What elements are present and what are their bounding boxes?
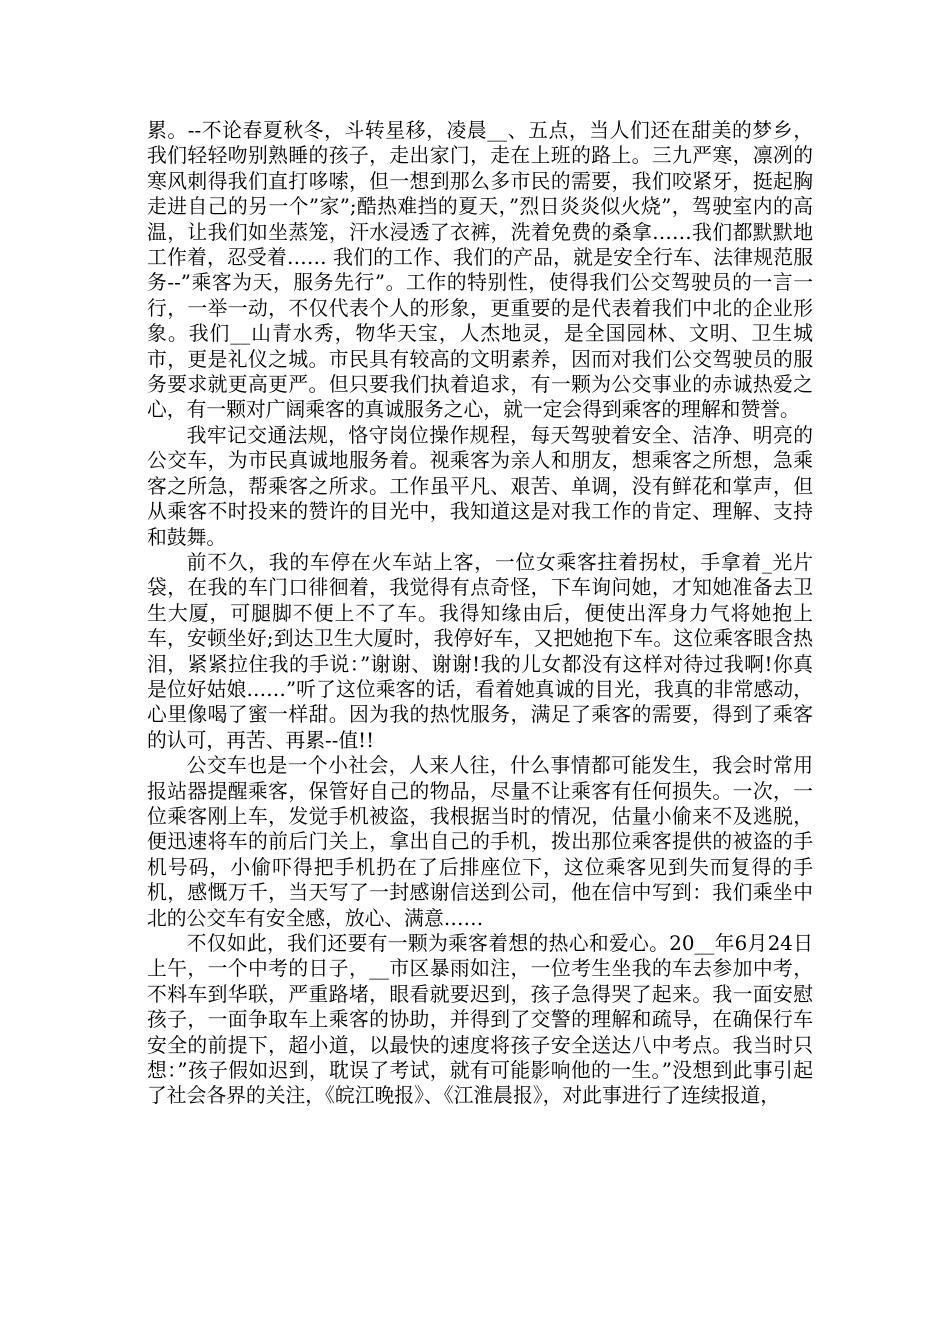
paragraph-2: 我牢记交通法规，恪守岗位操作规程，每天驾驶着安全、洁净、明亮的公交车，为市民真诚地服务着。视乘客为亲人和朋友，想乘客之所想，急乘客之所急，帮乘客之所求。工作虽平凡、艰苦、单调，没有鲜花和掌声，但从乘客不时投来的赞许的目光中，我知道这是对我工作的肯定、理解、支持和鼓舞。 bbox=[147, 423, 813, 549]
paragraph-1: 累。--不论春夏秋冬，斗转星移，凌晨__、五点，当人们还在甜美的梦乡，我们轻轻吻别熟睡的孩子，走出家门，走在上班的路上。三九严寒，凛冽的寒风刺得我们直打哆嗦，但一想到那么多市民的需要，我们咬紧牙，挺起胸走进自己的另一个”家”;酷热难挡的夏天，”烈日炎炎似火烧”，驾驶室内的高温，让我们如坐蒸笼，汗水浸透了衣裤，洗着免费的桑拿……我们都默默地工作着，忍受着…… 我们的工作、我们的产品，就是安全行车、法律规范服务--”乘客为天，服务先行”。工作的特别性，使得我们公交驾驶员的一言一行，一举一动，不仅代表个人的形象，更重要的是代表着我们中北的企业形象。我们__山青水秀，物华天宝，人杰地灵，是全国园林、文明、卫生城市，更是礼仪之城。市民具有较高的文明素养，因而对我们公交驾驶员的服务要求就更高更严。但只要我们执着追求，有一颗为公交事业的赤诚热爱之心，有一颗对广阔乘客的真诚服务之心，就一定会得到乘客的理解和赞誉。 bbox=[147, 119, 813, 422]
paragraph-5: 不仅如此，我们还要有一颗为乘客着想的热心和爱心。20__年6月24日上午，一个中考的日子，__市区暴雨如注，一位考生坐我的车去参加中考，不料车到华联，严重路堵，眼看就要迟到，孩子急得哭了起来。我一面安慰孩子，一面争取车上乘客的协助，并得到了交警的理解和疏导，在确保行车安全的前提下，超小道，以最快的速度将孩子安全送达八中考点。我当时只想：”孩子假如迟到，耽误了考试，就有可能影响他的一生。”没想到此事引起了社会各界的关注，《皖江晚报》、《江淮晨报》，对此事进行了连续报道， bbox=[147, 932, 813, 1108]
paragraph-4: 公交车也是一个小社会，人来人往，什么事情都可能发生，我会时常用报站器提醒乘客，保管好自己的物品，尽量不让乘客有任何损失。一次，一位乘客刚上车，发觉手机被盗，我根据当时的情况，估量小偷来不及逃脱，便迅速将车的前后门关上，拿出自己的手机，拨出那位乘客提供的被盗的手机号码，小偷吓得把手机扔在了后排座位下，这位乘客见到失而复得的手机，感慨万千，当天写了一封感谢信送到公司，他在信中写到：我们乘坐中北的公交车有安全感，放心、满意…… bbox=[147, 754, 813, 930]
document-page bbox=[147, 118, 813, 1109]
paragraph-3: 前不久，我的车停在火车站上客，一位女乘客拄着拐杖，手拿着_光片袋，在我的车门口徘徊着，我觉得有点奇怪，下车询问她，才知她准备去卫生大厦，可腿脚不便上不了车。我得知缘由后，便使出浑身力气将她抱上车，安顿坐好;到达卫生大厦时，我停好车，又把她抱下车。这位乘客眼含热泪，紧紧拉住我的手说：”谢谢、谢谢!我的儿女都没有这样对待过我啊!你真是位好姑娘……”听了这位乘客的话，看着她真诚的目光，我真的非常感动，心里像喝了蜜一样甜。因为我的热忱服务，满足了乘客的需要，得到了乘客的认可，再苦、再累--值!! bbox=[147, 550, 813, 752]
